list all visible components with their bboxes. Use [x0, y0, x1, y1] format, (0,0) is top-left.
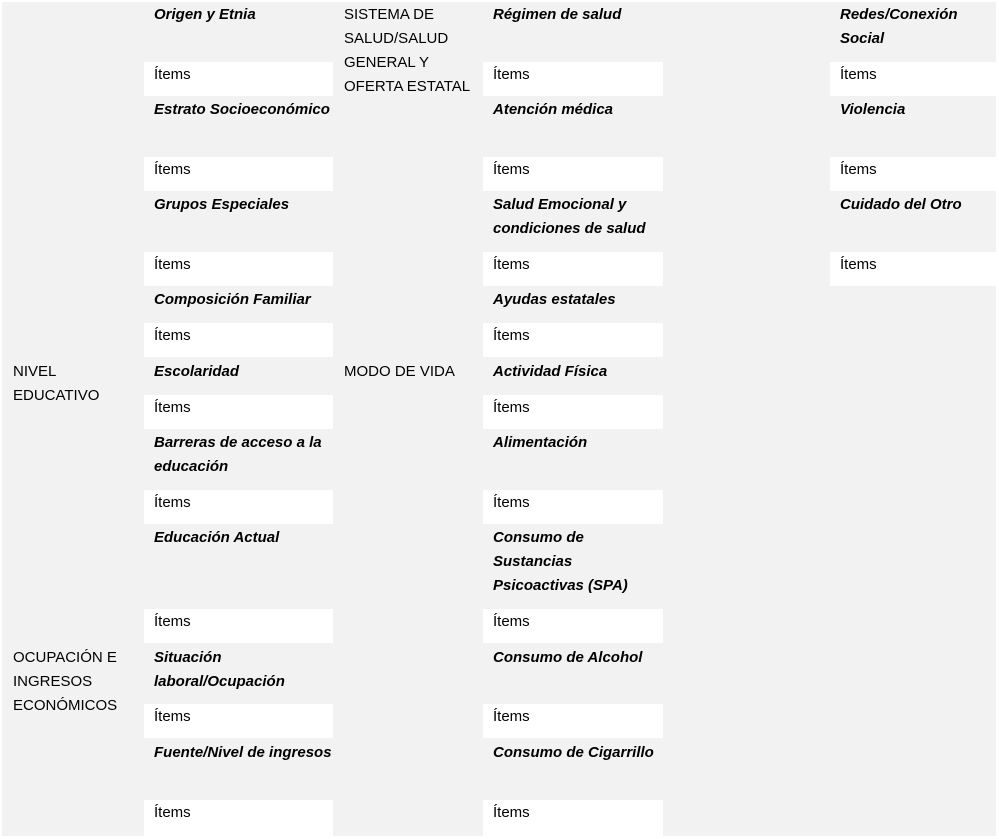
items-cell: Ítems [483, 395, 663, 429]
heading-cuidado-otro: Cuidado del Otro [840, 196, 962, 213]
heading-ayudas-estatales: Ayudas estatales [493, 291, 616, 308]
heading-alimentacion: Alimentación [493, 434, 588, 451]
heading-situacion-laboral: Situación laboral/Ocupación [154, 649, 285, 690]
items-cell: Ítems [483, 157, 663, 191]
heading-composicion-familiar: Composición Familiar [154, 291, 311, 308]
heading-consumo-alcohol: Consumo de Alcohol [493, 649, 643, 666]
variables-table [2, 2, 996, 836]
section-sistema-salud: SISTEMA DE SALUD/SALUD GENERAL Y OFERTA ESTATAL [344, 6, 471, 95]
section-modo-de-vida: MODO DE VIDA [344, 363, 455, 380]
items-cell: Ítems [144, 157, 333, 191]
items-cell: Ítems [483, 704, 663, 738]
heading-consumo-cigarrillo: Consumo de Cigarrillo [493, 744, 654, 761]
heading-salud-emocional: Salud Emocional y condiciones de salud [493, 196, 646, 237]
items-cell: Ítems [144, 704, 333, 738]
items-cell: Ítems [483, 252, 663, 286]
items-cell: Ítems [830, 62, 996, 96]
section-ocupacion-ingresos: OCUPACIÓN E INGRESOS ECONÓMICOS [13, 649, 118, 714]
heading-escolaridad: Escolaridad [154, 363, 240, 380]
items-cell: Ítems [483, 323, 663, 357]
items-cell: Ítems [483, 800, 663, 836]
heading-violencia: Violencia [840, 101, 906, 118]
section-nivel-educativo: NIVEL EDUCATIVO [13, 363, 100, 404]
items-cell: Ítems [483, 490, 663, 524]
items-cell: Ítems [144, 609, 333, 643]
heading-actividad-fisica: Actividad Física [493, 363, 608, 380]
heading-origen-etnia: Origen y Etnia [154, 6, 256, 23]
heading-grupos-especiales: Grupos Especiales [154, 196, 290, 213]
heading-educacion-actual: Educación Actual [154, 529, 280, 546]
heading-consumo-spa: Consumo de Sustancias Psicoactivas (SPA) [493, 529, 628, 594]
items-cell: Ítems [830, 157, 996, 191]
items-cell: Ítems [144, 395, 333, 429]
heading-fuente-ingresos: Fuente/Nivel de ingresos [154, 744, 332, 761]
items-cell: Ítems [144, 490, 333, 524]
items-cell: Ítems [144, 62, 333, 96]
items-cell: Ítems [144, 323, 333, 357]
heading-redes-conexion: Redes/Conexión Social [840, 6, 958, 47]
items-cell: Ítems [144, 800, 333, 836]
heading-atencion-medica: Atención médica [493, 101, 614, 118]
heading-regimen-salud: Régimen de salud [493, 6, 622, 23]
items-cell: Ítems [830, 252, 996, 286]
items-cell: Ítems [483, 62, 663, 96]
heading-estrato: Estrato Socioeconómico [154, 101, 330, 118]
items-cell: Ítems [483, 609, 663, 643]
items-cell: Ítems [144, 252, 333, 286]
heading-barreras-educacion: Barreras de acceso a la educación [154, 434, 322, 475]
